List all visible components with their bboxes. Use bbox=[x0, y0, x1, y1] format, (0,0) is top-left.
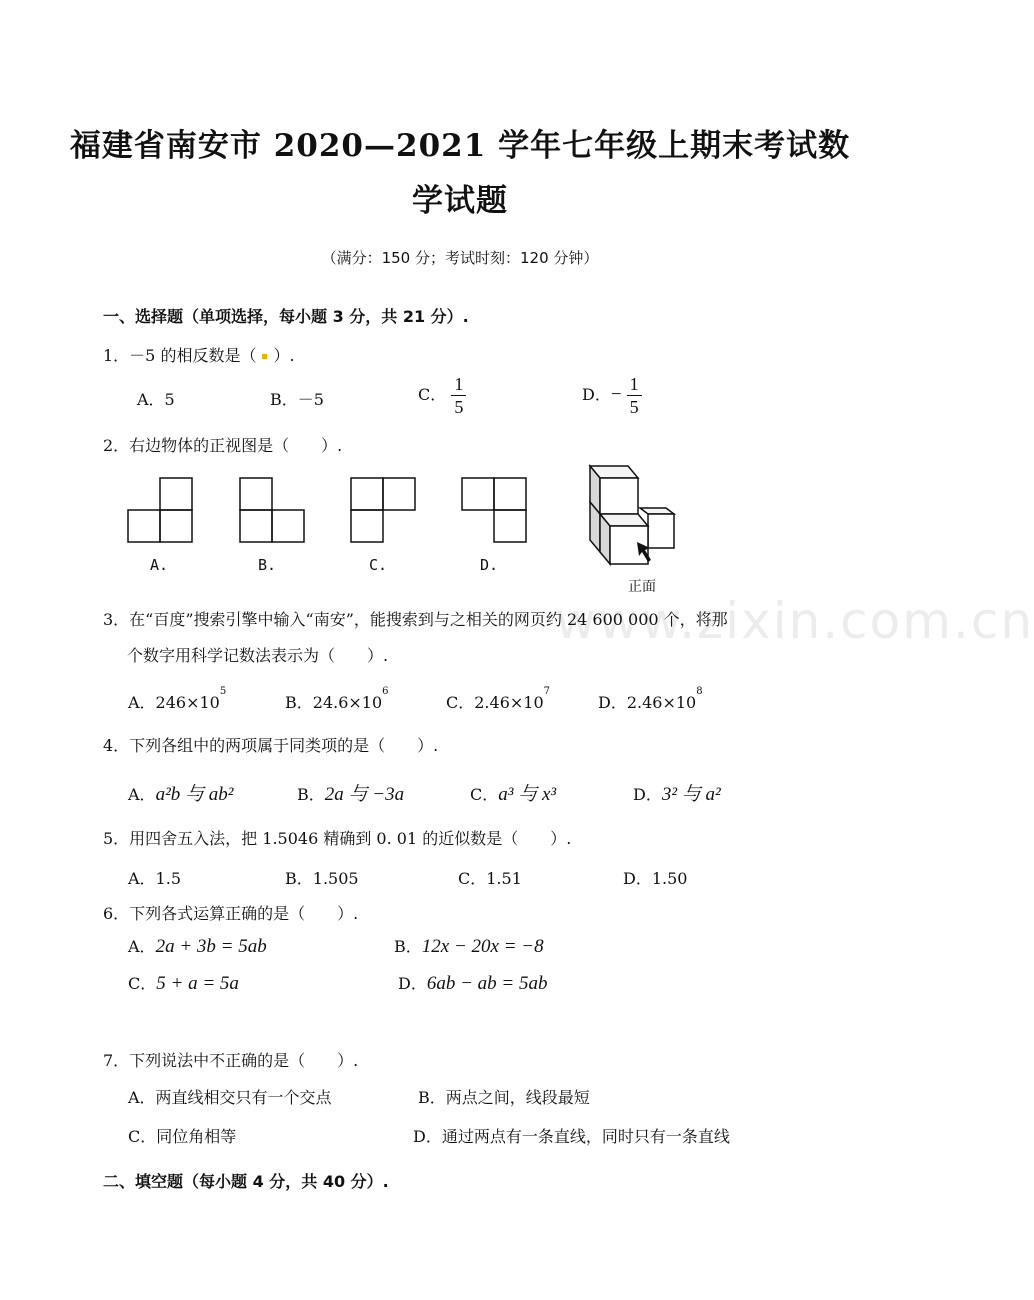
question-2-stem: 2．右边物体的正视图是（ ）. bbox=[103, 436, 343, 455]
question-6-stem: 6．下列各式运算正确的是（ ）. bbox=[103, 904, 359, 923]
q5-option-c: C．1.51 bbox=[458, 869, 522, 888]
q3-option-c: C．$2.46\times 10^7$ bbox=[446, 686, 551, 712]
section-2-heading: 二、填空题（每小题 4 分，共 40 分）. bbox=[103, 1172, 389, 1191]
q6-option-b: B．12x − 20x = −8 bbox=[394, 936, 544, 957]
page-title-line2: 学试题 bbox=[412, 183, 508, 219]
q2-label-b: B. bbox=[258, 556, 277, 574]
question-7-stem: 7．下列说法中不正确的是（ ）. bbox=[103, 1051, 359, 1070]
watermark: www.zixin.com.cn bbox=[555, 592, 1034, 650]
q1-option-d: D．− $\frac{1}{5}$ bbox=[582, 373, 642, 418]
option-b-view bbox=[240, 478, 304, 542]
front-face-label: 正面 bbox=[628, 579, 656, 595]
q3-option-d: D．$2.46\times 10^8$ bbox=[598, 686, 703, 712]
q7-option-b: B．两点之间，线段最短 bbox=[418, 1088, 590, 1107]
question-4-stem: 4．下列各组中的两项属于同类项的是（ ）. bbox=[103, 736, 439, 755]
q7-option-a: A．两直线相交只有一个交点 bbox=[128, 1088, 332, 1107]
stacked-cubes-object bbox=[590, 466, 674, 564]
q1-option-b: B．－5 bbox=[270, 390, 324, 409]
question-1-stem: 1．－5 的相反数是（ ）. bbox=[103, 346, 295, 365]
option-d-view bbox=[462, 478, 526, 542]
q7-option-c: C．同位角相等 bbox=[128, 1127, 237, 1146]
q4-option-b: B．2a 与 −3a bbox=[297, 784, 405, 805]
q2-figures bbox=[120, 462, 700, 592]
q3-option-b: B．$24.6\times 10^6$ bbox=[285, 686, 389, 712]
question-3-stem-line2: 个数字用科学记数法表示为（ ）. bbox=[127, 646, 389, 665]
q5-option-d: D．1.50 bbox=[623, 869, 688, 888]
option-a-view bbox=[128, 478, 192, 542]
q5-option-b: B．1.505 bbox=[285, 869, 359, 888]
q2-label-a: A. bbox=[150, 556, 169, 574]
q4-option-c: C．a³ 与 x³ bbox=[470, 784, 557, 805]
q5-option-a: A．1.5 bbox=[128, 869, 182, 888]
q1-option-c: C． $\frac{1}{5}$ bbox=[418, 373, 466, 418]
q1-option-a: A．5 bbox=[137, 390, 175, 409]
question-5-stem: 5．用四舍五入法，把 1.5046 精确到 0. 01 的近似数是（ ）. bbox=[103, 829, 572, 848]
question-3-stem-line1: 3．在“百度”搜索引擎中输入“南安”，能搜索到与之相关的网页约 24 600 000 个，将那 bbox=[103, 610, 728, 629]
q3-option-a: A．$246\times 10^5$ bbox=[128, 686, 227, 712]
q6-option-c: C．5 + a = 5a bbox=[128, 973, 239, 994]
q2-label-d: D. bbox=[480, 556, 499, 574]
q7-option-d: D．通过两点有一条直线，同时只有一条直线 bbox=[413, 1127, 730, 1146]
q6-option-d: D．6ab − ab = 5ab bbox=[398, 973, 548, 994]
q2-label-c: C. bbox=[369, 556, 388, 574]
exam-info: （满分：150 分；考试时刻：120 分钟） bbox=[321, 249, 599, 267]
q6-option-a: A．2a + 3b = 5ab bbox=[128, 936, 267, 957]
q4-option-a: A．a²b 与 ab² bbox=[128, 784, 234, 805]
page-title-line1: 福建省南安市 2020—2021 学年七年级上期末考试数 bbox=[69, 128, 851, 164]
option-c-view bbox=[351, 478, 415, 542]
section-1-heading: 一、选择题（单项选择，每小题 3 分，共 21 分）. bbox=[103, 307, 469, 326]
answer-blank-dot bbox=[262, 354, 267, 359]
q4-option-d: D．3² 与 a² bbox=[633, 784, 721, 805]
